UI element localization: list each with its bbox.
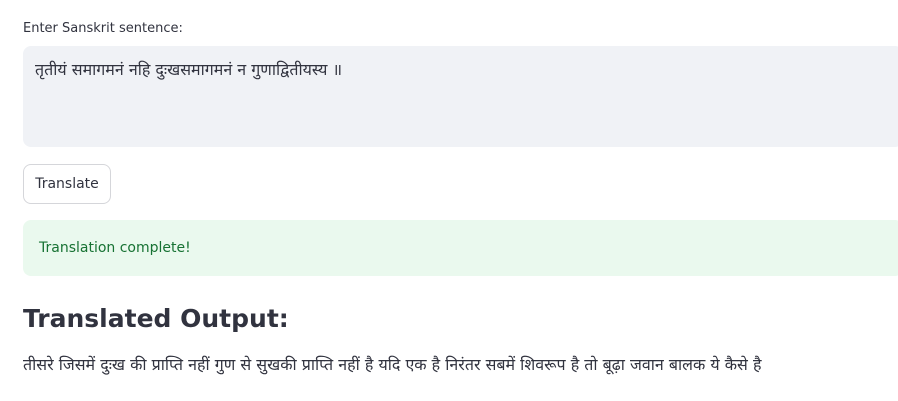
translate-button[interactable]: Translate bbox=[23, 164, 111, 204]
translated-output-heading: Translated Output: bbox=[23, 304, 289, 333]
translated-output-text: तीसरे जिसमें दुःख की प्राप्ति नहीं गुण से सुखकी प्राप्ति नहीं है यदि एक है निरंतर सबमें शिवरूप है तो बूढ़ा जवान बालक ये कैसे है bbox=[23, 355, 762, 374]
success-alert-message: Translation complete! bbox=[39, 240, 191, 256]
sanskrit-input-label: Enter Sanskrit sentence: bbox=[23, 21, 183, 36]
sanskrit-input-textarea[interactable]: तृतीयं समागमनं नहि दुःखसमागमनं न गुणाद्वितीयस्य ॥ bbox=[23, 46, 898, 147]
success-alert bbox=[23, 220, 898, 276]
